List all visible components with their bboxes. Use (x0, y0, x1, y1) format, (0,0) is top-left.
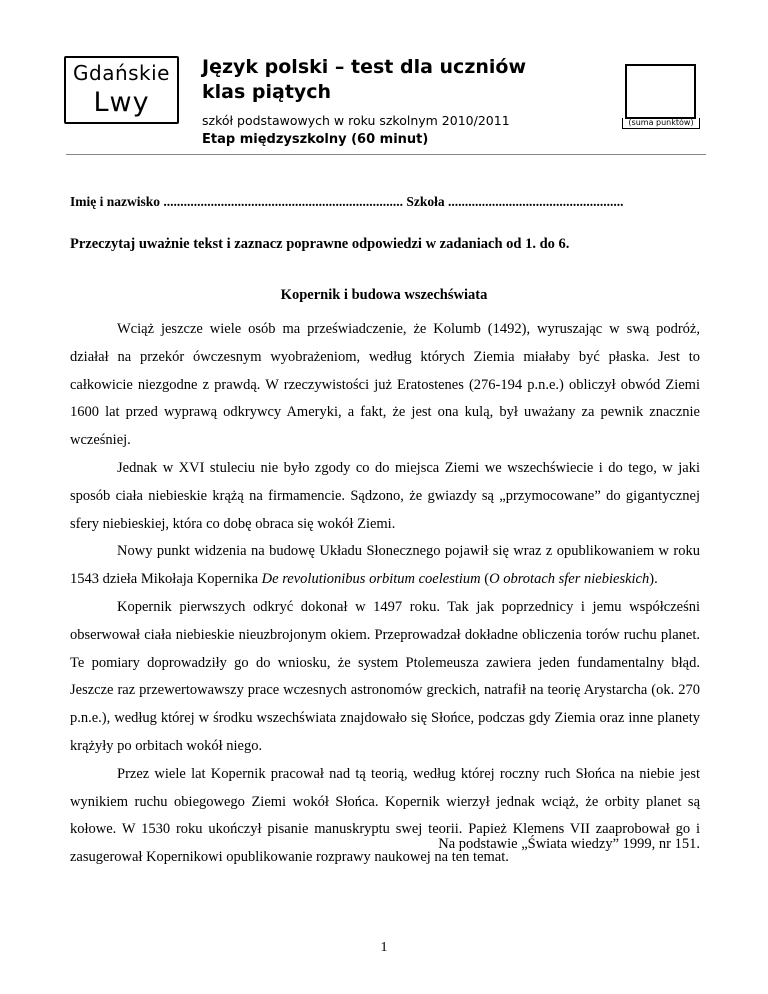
paragraph-3-text: Nowy punkt widzenia na budowę Układu Słonecznego pojawił się wraz z opublikowaniem w roku 1543 dzieła Mikołaja Kopernika (70, 543, 700, 588)
paragraph-2: Jednak w XVI stuleciu nie było zgody co do miejsca Ziemi we wszechświecie i do tego, w jaki sposób ciała niebieskie krążą na firmamencie. Sądzono, że gwiazdy są „przymocowane” do gigantycznej sfery niebieskiej, która co dobę obraca się wokół Ziemi. (70, 459, 700, 532)
instruction: Przeczytaj uważnie tekst i zaznacz poprawne odpowiedzi w zadaniach od 1. do 6. (70, 236, 570, 252)
header-divider (66, 154, 706, 155)
name-school-line[interactable]: Imię i nazwisko ....................................................................... Szkoła .................................................... (70, 194, 624, 209)
paragraph-5: Przez wiele lat Kopernik pracował nad tą teorią, według której roczny ruch Słońca na niebie jest wynikiem ruchu obiegowego Ziemi wokół Słońca. Kopernik wierzył jednak wciąż, że orbity planet są kołowe. W 1530 roku ukończył pisanie manuskryptu swej teorii. Papież Klemens VII zaaprobował go i zasugerował Kopernikowi opublikowanie rozprawy naukowej na ten temat. (70, 765, 700, 866)
paragraph-4: Kopernik pierwszych odkryć dokonał w 1497 roku. Tak jak poprzednicy i jemu współcześni obserwował ciała niebieskie nieuzbrojonym okiem. Przeprowadzał dokładne obliczenia torów ruchu planet. Te pomiary doprowadziły go do wniosku, że system Ptolemeusza zawiera jeden fundamentalny błąd. Jeszcze raz przewertowawszy prace wczesnych astronomów greckich, natrafił na teorię Arystarcha (ok. 270 p.n.e.), według której w środku wszechświata znajdowało się Słońce, podczas gdy Ziemia oraz inne planety krążyły po orbitach wokół niego. (70, 598, 700, 754)
test-stage: Etap międzyszkolny (60 minut) (202, 132, 429, 147)
test-subtitle: szkół podstawowych w roku szkolnym 2010/2011 (202, 113, 510, 128)
paren-close: ). (649, 571, 658, 588)
article-body (70, 316, 700, 872)
logo-line-2: Lwy (93, 87, 150, 118)
score-box[interactable] (625, 64, 696, 119)
gdanskie-lwy-logo (64, 56, 179, 124)
score-label: (suma punktów) (622, 118, 700, 129)
article-title: Kopernik i budowa wszechświata (280, 287, 488, 303)
paren-open: ( (480, 571, 490, 588)
logo-line-1: Gdańskie (73, 61, 170, 85)
paragraph-1: Wciąż jeszcze wiele osób ma przeświadczenie, że Kolumb (1492), wyruszając w swą podróż, działał na przekór ówczesnym wyobrażeniom, według których Ziemia miałaby być płaska. Jest to całkowicie niezgodne z prawdą. W rzeczywistości już Eratostenes (276-194 p.n.e.) obliczył obwód Ziemi 1600 lat przed wyprawą odkrywcy Ameryki, a fakt, że jest ona kulą, był uważany za pewnik znacznie wcześniej. (70, 321, 700, 449)
latin-title: De revolutionibus orbitum coelestium (261, 571, 481, 588)
page-number: 1 (380, 940, 388, 955)
source-citation: Na podstawie „Świata wiedzy” 1999, nr 151. (438, 836, 700, 852)
paragraph-3 (70, 538, 700, 594)
polish-title: O obrotach sfer niebieskich (489, 571, 650, 588)
test-title: Język polski – test dla uczniów klas piątych (202, 56, 527, 103)
